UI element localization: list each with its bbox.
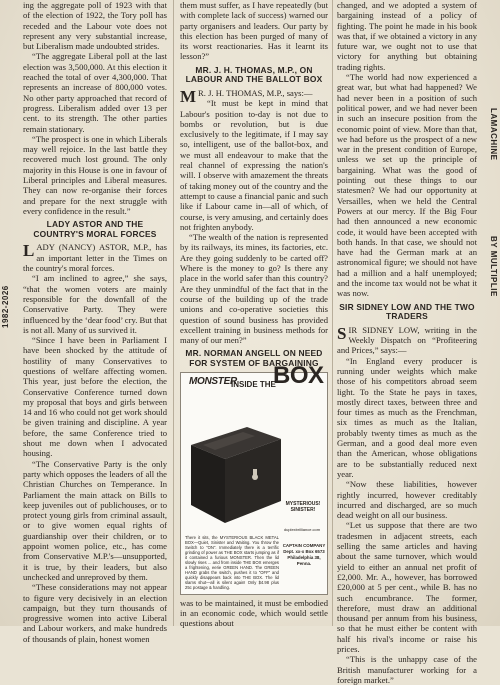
drop-cap: M: [180, 86, 197, 106]
paragraph: “Let us suppose that there are two tradesmen in adjacent streets, each selling the same articles and having about the same turnover, which would yield to either an annual net profit of £2,000. Mr. A., however, has borrowed £20,000 at 5 per cent., while B. has no such encumbrance. The former, therefore, must draw an additional thousand per annum from his business, so that he must either be content with half his rival's income or raise his prices.: [337, 520, 477, 654]
column-rule: [173, 0, 174, 626]
paragraph: “The prospect is one in which Liberals may well rejoice. In the last battle they recovered much lost ground. The only majority in this House is one in favour of Liberal principles and Liberal measures. They can now re-organise their forces and prepare for the next struggle with every confidence in the result.”: [23, 133, 167, 216]
paragraph: was to be maintained, it must be embodied in an economic code, which would settle questions about: [180, 597, 328, 629]
brand-margin-label: LAMACHINE: [489, 108, 498, 161]
credit-margin-label: BY MULTIPLIE: [489, 236, 498, 297]
paragraph: “I am inclined to agree,” she says, “that the women voters are mainly responsible for the downfall of the Conservative Party. They were influenced by the ‘dear food’ cry. But that is not all. Many of us survived it.: [23, 273, 167, 335]
column-rule: [332, 0, 333, 626]
ad-header: [181, 361, 329, 399]
paragraph: ing the aggregate poll of 1923 with that of the election of 1922, the Tory poll has receded and the Labour vote does not represent any very substantial increase, but Liberalism made undoubted strides.: [23, 0, 167, 52]
column-middle: [180, 0, 328, 629]
ad-address: CAPTAIN COMPANY Dept. xx-x Box 6573 Philadelphia 38, Penna.: [282, 542, 326, 566]
ad-box-word: BOX: [273, 361, 324, 389]
article-heading-angell: MR. NORMAN ANGELL ON NEED FOR SYSTEM OF BARGAINING: [185, 348, 323, 368]
drop-cap: L: [23, 241, 35, 261]
column-left: [23, 0, 167, 644]
paragraph: changed, and we adopted a system of bargaining instead of a policy of fighting. The point he made in his book was that, if we obtained a victory in any future war, we ought not to use that victory for anything but obtaining trading rights.: [337, 0, 477, 72]
column-right: [337, 0, 477, 685]
paragraph: R. J. H. THOMAS, M.P., says:—: [198, 87, 313, 98]
ad-inside-text: INSIDE THE: [231, 379, 276, 389]
ad-url: duplexbrilliance.com: [283, 526, 321, 532]
paragraph: “In England every producer is running under weights which make those of his competitors abroad seem light. To the State he pays in taxes, mostly direct taxes, between three and four times as much as the Frenchman, six times as much as the Italian, probably twenty times as much as the German, and a good deal more even than the American, whose obligations are to be substantially reduced next year.: [337, 355, 477, 479]
paragraph: “Now these liabilities, however rightly incurred, however creditably incurred and discharged, are so much dead weight on all our business.: [337, 479, 477, 521]
paragraph: “Since I have been in Parliament I have been shocked by the attitude of hostility of many Conservatives to questions of welfare affecting women. This year, just before the election, the Conservative Conference turned down my proposal that boys and girls between 14 and 16 who could not get work should be given training and discipline. A year before, the same Conference tried to shout me down when I advocated housing.: [23, 335, 167, 459]
monster-box-advertisement: [180, 361, 328, 595]
paragraph: IR SIDNEY LOW, writing in the Weekly Dispatch on “Profiteering and Prices,” says:—: [337, 324, 477, 356]
year-margin-label: 1982-2026: [1, 285, 10, 328]
black-box-illustration: [185, 405, 325, 533]
drop-cap: S: [337, 323, 347, 343]
article-heading-thomas: MR. J. H. THOMAS, M.P., ON LABOUR AND THE BALLOT BOX: [185, 64, 323, 85]
article-heading-low: SIR SIDNEY LOW AND THE TWO TRADERS: [339, 301, 475, 322]
paragraph: ADY (NANCY) ASTOR, M.P., has an important letter in the Times on the country's moral forces.: [23, 242, 167, 274]
paragraph: them must suffer, as I have repeatedly (but with complete lack of success) warned our party organisers and leaders. Our party by this election has been purged of many of its worst reactionaries. Has it learnt its lesson?”: [180, 0, 328, 62]
paragraph: “This is the unhappy case of the British manufacturer working for a foreign market.”: [337, 654, 477, 685]
ad-body-text: There it sits, the MYSTERIOUS BLACK METAL BOX—Quiet, Sinister and Waiting. You throw the Switch to “ON”. Immediately there is a terrific grinding of power as THE BOX starts jumping as if it contained a furious MONSTER. Then the lid slowly rises ... and from inside THE BOX emerges a frightening, eerie GREEN HAND. The GREEN HAND grabs the switch, pushes it to “OFF” and quickly disappears back into THE BOX. The lid slams shut—all is silent again! Only $4.98 plus 25c postage & handling.: [185, 534, 279, 590]
paragraph: “The wealth of the nation is represented by its railways, its mines, its factories, etc. Are they going suddenly to be carted off? Where is the money to go? Is there any place in the world safer than this country? Are they unmindful of the fact that in the course of the building up of the trade unions and co-operative societies this question of sound business has provided excellent training in business methods for many of our men?”: [180, 232, 328, 346]
paragraph: “The aggregate Liberal poll at the last election was 3,500,000. At this election it reached the total of over 4,300,000. That represents an increase of 800,000 votes. No other party approached that record of progress. Liberalism added over 13 per cent. to its strength. The other parties remain stationary.: [23, 51, 167, 134]
paragraph: “The Conservative Party is the only party which opposes the leaders of all the Christian Churches on Temperance. In Parliament the main attack on Bills to keep juveniles out of publichouses, or to protect young girls from criminal assault, or to give women equal rights of guardianship over their children, or to appoint women police, etc., has come from Conservative M.P.'s—unsupported, it is true, by their leaders, but also unchecked and unreproved by them.: [23, 458, 167, 582]
paragraph: “These considerations may not appear to figure very decisively in an election campaign, but they turn thousands of progressive women into active Liberal and Labour workers, and make hundreds of thousands of plain, honest women: [23, 582, 167, 644]
ad-brand: MONSTER: [189, 375, 237, 387]
article-heading-astor: LADY ASTOR AND THE COUNTRY'S MORAL FORCES: [33, 219, 157, 239]
paragraph: “It must be kept in mind that Labour's position to-day is not due to bombs or revolution, but is due exclusively to the legitimate, if I may say so, intelligent, use of the ballot-box, and we must all endeavour to make that the real channel of expressing the nation's will. I observe with amazement the threats of taking money out of the country and the attempt to cause a financial panic and such like if Labour came in—all of which, of course, is very amusing, and certainly does not frighten anybody.: [180, 98, 328, 232]
ad-side-caption: MYSTERIOUS! SINISTER!: [285, 500, 321, 513]
paragraph: “The world had now experienced a great war, but what had happened? We had never been in a position of such political power, and we had never been in such an insecure position from the economic point of view. More than that, we had before us the prospect of a new war in the present condition of Europe, unless we set up the principle of bargaining. What was the good of pointing out these things to our statesmen? We had our opportunity at Versailles, when we held the Central Powers at our mercy. If the Big Four had then announced a new economic code, it would have been accepted with both hands. In that case, we should not have had the German mark at an astronomical figure; we should not have had a million and a half unemployed; and the income tax would not be what it was now.: [337, 72, 477, 299]
